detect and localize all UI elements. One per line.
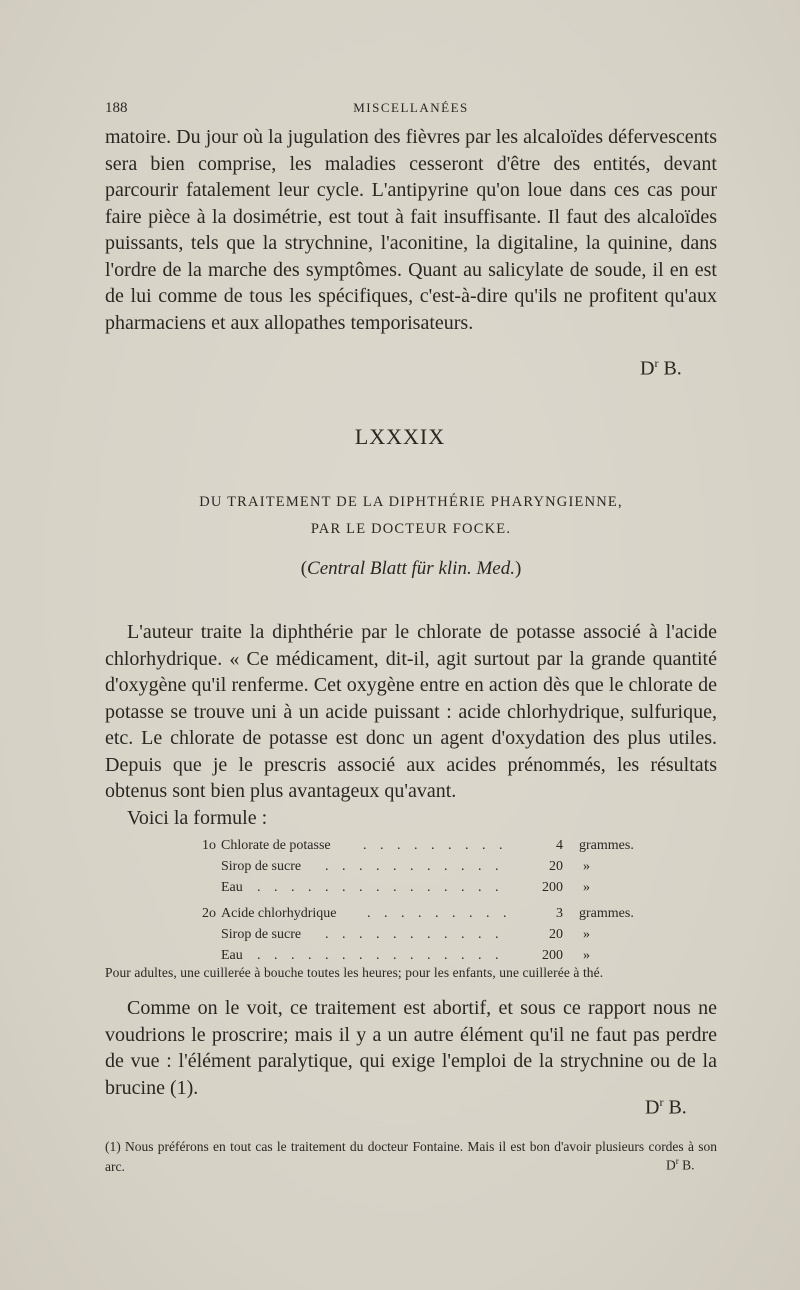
source-journal: Central Blatt für klin. Med. [307,558,515,579]
formula-ingredient: Eau [221,880,243,895]
footnote-signature-prefix: D [666,1157,676,1173]
paragraph-main: L'auteur traite la diphthérie par le chlorate de potasse associé à l'acide chlorhydrique. « Ce médicament, dit-il, agit surtout par la grande quantité d'oxygène qu'il renferme. Cet oxygène entre en action dès que le chlorate de potasse se trouve uni à un acide puissant : acide chlorhydrique, sulfurique, etc. Le chlorate de potasse est donc un agent d'oxydation des plus utiles. Depuis que je le prescris associé aux acides prénommés, les résultats obtenus sont bien plus avantageux qu'avant. [105,621,717,802]
formula-unit: » [583,927,590,942]
running-title: MISCELLANÉES [353,100,469,115]
footnote-signature-sup: r [675,1156,679,1166]
formula-note: Pour adultes, une cuillerée à bouche toutes les heures; pour les enfants, une cuillerée à thé. [105,965,604,980]
source-open-paren: ( [300,558,308,579]
formula-ingredient: Sirop de sucre [221,859,302,874]
signature-1-prefix: D [640,357,655,380]
formula-number: 1o [202,838,216,853]
formula-quantity: 200 [542,948,563,963]
formula-row [105,838,717,858]
formula-row [105,927,717,947]
formula-row [105,880,717,900]
source-close-paren: ) [514,558,522,579]
formula-leader-dots: . . . . . . . . . . . [325,859,504,874]
formula-quantity: 200 [542,880,563,895]
paragraph-top: matoire. Du jour où la jugulation des fièvres par les alcaloïdes défervescents sera bien comprise, les maladies cesseront d'être des entités, devant parcourir fatalement leur cycle. L'antipyrine qu'on loue dans ces cas pour faire pièce à la dosimétrie, est tout à fait insuffisante. Il faut des alcaloïdes puissants, tels que la strychnine, l'aconitine, la digitaline, la quinine, dans l'ordre de la marche des symptômes. Quant au salicylate de soude, il en est de lui comme de tous les spécifiques, c'est-à-dire qu'ils ne profitent qu'aux pharmaciens et aux allopathes temporisateurs. [105,126,717,334]
signature-1-name: B. [658,357,682,380]
formula-leader-dots: . . . . . . . . . . . [325,927,504,942]
footnote-signature [666,1156,695,1174]
formula-unit: » [583,880,590,895]
formula-leader-dots: . . . . . . . . . [367,906,512,921]
formula-number: 2o [202,906,216,921]
signature-2 [645,1095,687,1120]
formula-unit: » [583,948,590,963]
formula-ingredient: Eau [221,948,243,963]
formula-quantity: 20 [549,859,563,874]
formula-unit: grammes. [579,906,634,921]
footnote: (1) Nous préférons en tout cas le traitement du docteur Fontaine. Mais il est bon d'avoir plusieurs cordes à son arc. [105,1139,717,1174]
section-title-line-1: DU TRAITEMENT DE LA DIPHTHÉRIE PHARYNGIENNE, [199,494,623,510]
formula-quantity: 3 [556,906,563,921]
formula-quantity: 20 [549,927,563,942]
signature-1 [640,356,682,381]
formula-quantity: 4 [556,838,563,853]
signature-2-name: B. [663,1096,687,1119]
signature-2-prefix: D [645,1096,660,1119]
formula-unit: » [583,859,590,874]
formula-ingredient: Acide chlorhydrique [221,906,337,921]
footnote-signature-name: B. [678,1157,695,1173]
formula-leader-dots: . . . . . . . . . . . . . . . [257,948,504,963]
formula-ingredient: Chlorate de potasse [221,838,331,853]
section-number: LXXXIX [354,424,446,449]
formula-ingredient: Sirop de sucre [221,927,302,942]
signature-2-sup: r [659,1095,664,1109]
source-citation [105,558,717,580]
formula-row [105,906,717,926]
formula-leader-dots: . . . . . . . . . . . . . . . [257,880,504,895]
page-number: 188 [105,100,128,116]
formula-leader-dots: . . . . . . . . . [363,838,508,853]
section-title-line-2: PAR LE DOCTEUR FOCKE. [310,521,512,537]
formula-row [105,859,717,879]
main-body [105,619,717,831]
formula-intro: Voici la formule : [127,806,268,829]
paragraph-conclusion: Comme on le voit, ce traitement est abortif, et sous ce rapport nous ne voudrions le proscrire; mais il y a un autre élément qu'il ne faut pas perdre de vue : l'élément paralytique, qui exige l'emploi de la strychnine ou de la brucine (1). [105,997,717,1099]
formula-unit: grammes. [579,838,634,853]
signature-1-sup: r [654,356,659,370]
